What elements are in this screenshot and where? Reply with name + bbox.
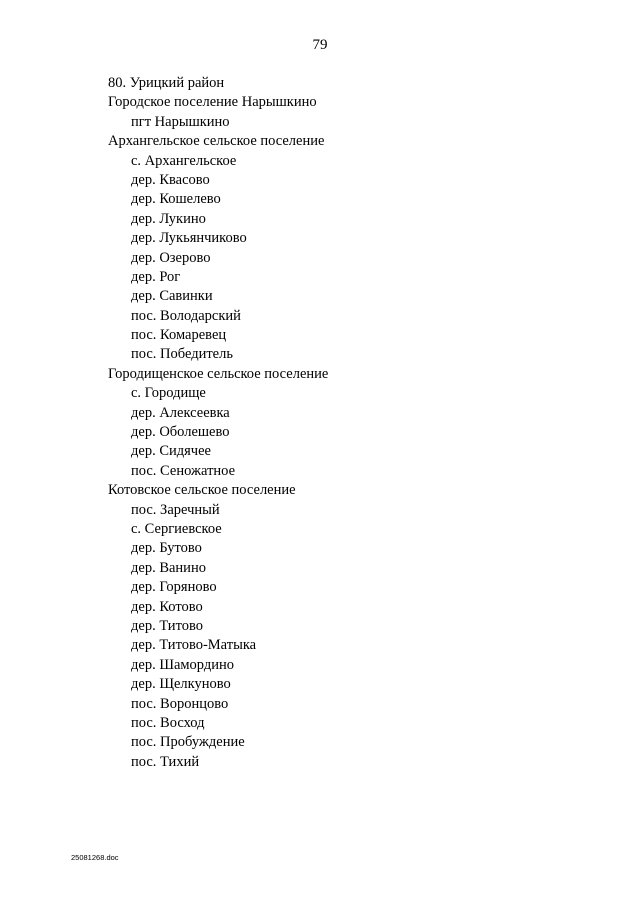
section-heading: Котовское сельское поселение xyxy=(108,482,296,499)
settlement-item: дер. Горяново xyxy=(131,579,217,596)
settlement-item: дер. Рог xyxy=(131,268,181,285)
section-heading: Городское поселение Нарышкино xyxy=(108,94,317,111)
document-body xyxy=(108,74,588,772)
settlement-item: дер. Котово xyxy=(131,598,203,615)
settlement-item: дер. Кошелево xyxy=(131,191,221,208)
settlement-item: пос. Победитель xyxy=(131,346,233,363)
section-heading: Архангельское сельское поселение xyxy=(108,133,325,150)
settlement-item: дер. Озерово xyxy=(131,249,211,266)
settlement-item: дер. Сидячее xyxy=(131,443,211,460)
settlement-item: дер. Ванино xyxy=(131,559,206,576)
settlement-item: пос. Комаревец xyxy=(131,327,227,344)
settlement-item: с. Архангельское xyxy=(131,152,237,169)
settlement-item: дер. Титово xyxy=(131,617,203,634)
settlement-item: пос. Пробуждение xyxy=(131,734,245,751)
settlement-item: дер. Щелкуново xyxy=(131,676,231,693)
settlement-item: пос. Володарский xyxy=(131,307,241,324)
settlement-item: с. Городище xyxy=(131,385,206,402)
settlement-item: с. Сергиевское xyxy=(131,520,222,537)
footer-filename: 25081268.doc xyxy=(71,853,119,862)
settlement-item: пос. Заречный xyxy=(131,501,220,518)
section-heading: 80. Урицкий район xyxy=(108,75,225,91)
settlement-item: пос. Сеножатное xyxy=(131,462,236,479)
settlement-item: пгт Нарышкино xyxy=(131,113,230,130)
settlement-item: дер. Титово-Матыка xyxy=(131,637,257,654)
settlement-item: пос. Восход xyxy=(131,714,205,731)
section-heading: Городищенское сельское поселение xyxy=(108,365,329,382)
settlement-item: пос. Воронцово xyxy=(131,695,229,712)
settlement-item: дер. Оболешево xyxy=(131,424,230,441)
settlement-item: дер. Лукино xyxy=(131,210,206,227)
settlement-item: дер. Шамордино xyxy=(131,656,235,673)
page-number: 79 xyxy=(312,37,328,53)
settlement-item: пос. Тихий xyxy=(131,753,200,770)
settlement-item: дер. Квасово xyxy=(131,171,210,188)
settlement-item: дер. Лукьянчиково xyxy=(131,230,247,247)
settlement-item: дер. Савинки xyxy=(131,288,213,305)
settlement-item: дер. Бутово xyxy=(131,540,202,557)
settlement-item: дер. Алексеевка xyxy=(131,404,230,421)
